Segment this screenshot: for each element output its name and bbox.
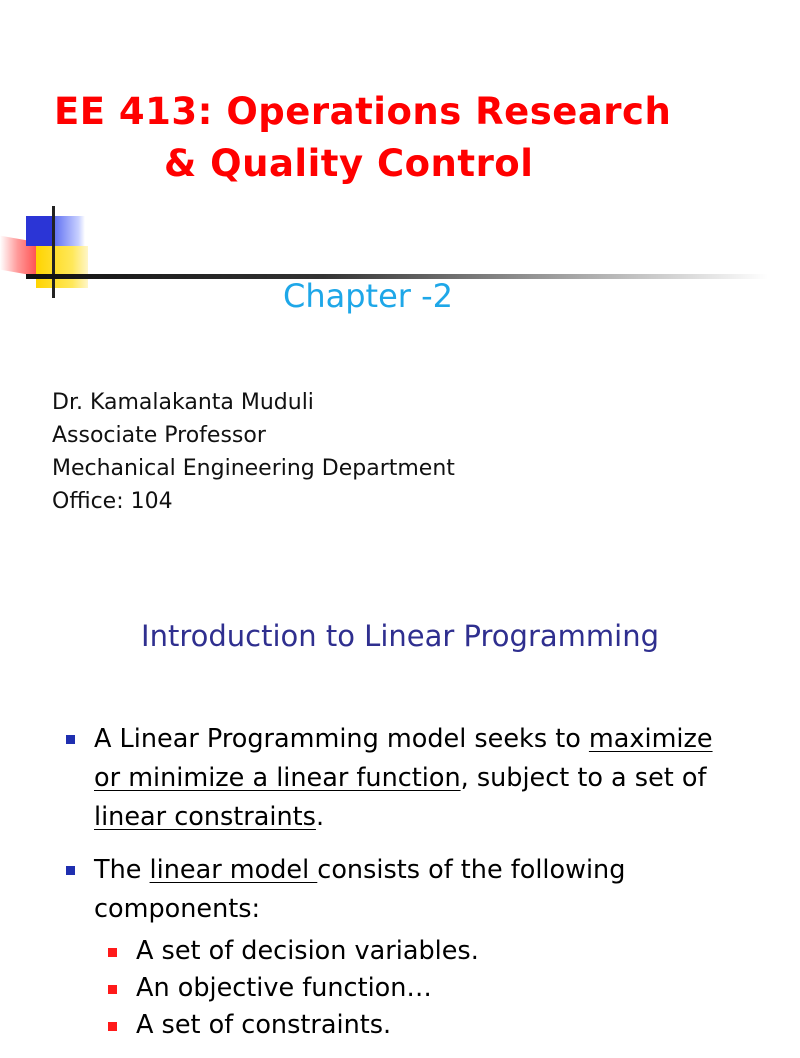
sub-bullet-text: A set of decision variables. bbox=[136, 936, 479, 966]
sub-bullet-item bbox=[94, 970, 742, 1007]
section-subtitle: Introduction to Linear Programming bbox=[141, 619, 659, 653]
bullet-item-1 bbox=[62, 720, 742, 837]
sub-bullet-text: An objective function… bbox=[136, 973, 432, 1003]
bullet-1-underlined-b: linear constraints bbox=[94, 802, 316, 832]
bullet-2-underlined: linear model bbox=[149, 855, 318, 885]
author-department: Mechanical Engineering Department bbox=[52, 456, 455, 481]
author-position: Associate Professor bbox=[52, 423, 266, 448]
title-line-1: EE 413: Operations Research bbox=[54, 90, 672, 133]
author-name: Dr. Kamalakanta Muduli bbox=[52, 390, 314, 415]
bullet-1-text-a: A Linear Programming model seeks to bbox=[94, 724, 589, 754]
bullet-item-2 bbox=[62, 851, 742, 1044]
author-block bbox=[52, 386, 455, 518]
sub-bullet-square-icon bbox=[108, 985, 117, 994]
author-office: Office: 104 bbox=[52, 489, 173, 514]
bullet-square-icon bbox=[66, 866, 75, 875]
slide-title bbox=[54, 86, 754, 190]
sub-bullet-item bbox=[94, 1007, 742, 1044]
bullet-1-text-c: . bbox=[315, 802, 325, 832]
sub-bullet-square-icon bbox=[108, 948, 117, 957]
chapter-heading: Chapter -2 bbox=[282, 277, 453, 315]
title-line-2: & Quality Control bbox=[164, 142, 534, 185]
sub-bullet-square-icon bbox=[108, 1022, 117, 1031]
bullet-2-text-a: The bbox=[94, 855, 150, 885]
bullet-1-text-b: , subject to a set of bbox=[460, 763, 707, 793]
bullet-2-text-b: consists of the following components: bbox=[94, 855, 626, 924]
sub-bullet-list bbox=[94, 933, 742, 1044]
bullet-list bbox=[62, 720, 742, 1058]
bullet-1-underlined-a: maximize or minimize a linear function bbox=[94, 724, 713, 793]
sub-bullet-text: A set of constraints. bbox=[136, 1010, 392, 1040]
bullet-square-icon bbox=[66, 735, 75, 744]
sub-bullet-item bbox=[94, 933, 742, 970]
logo-blue-block bbox=[26, 216, 53, 246]
logo-light-blue-block bbox=[53, 216, 85, 246]
